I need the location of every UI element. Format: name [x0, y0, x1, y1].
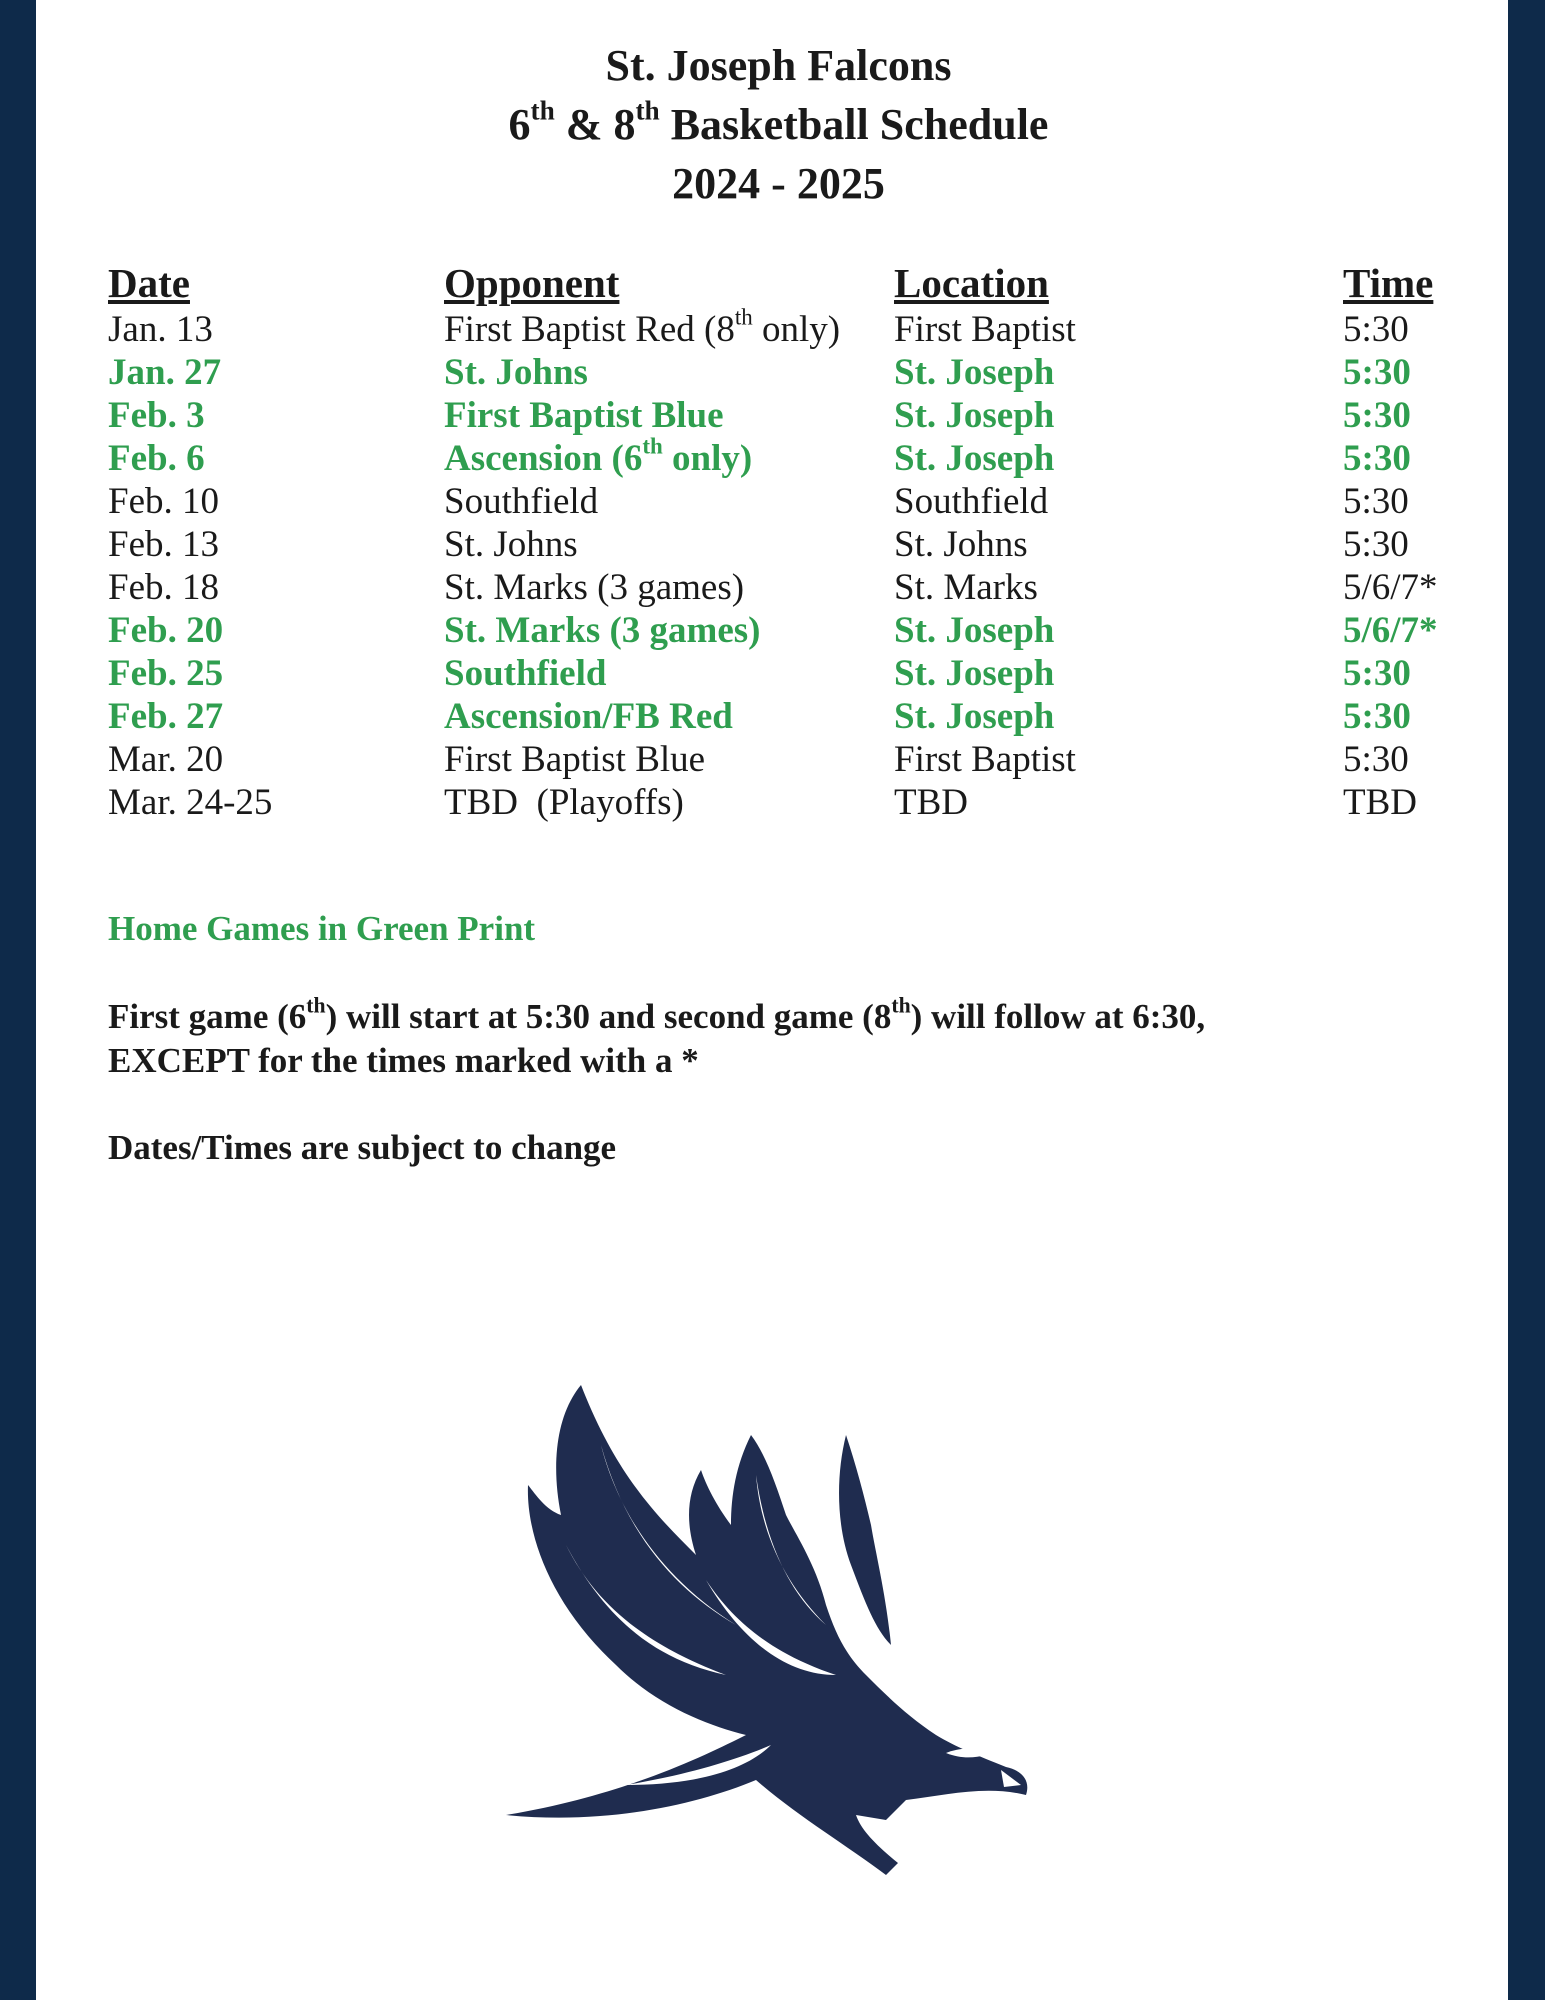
game-time: 5/6/7* — [1343, 610, 1438, 651]
table-row — [36, 738, 1508, 781]
table-row — [36, 304, 1508, 351]
game-date: Feb. 10 — [108, 481, 219, 522]
game-location: Southfield — [894, 481, 1049, 522]
game-opponent: First Baptist Red (8th only) — [444, 304, 841, 350]
game-location: St. Johns — [894, 524, 1028, 565]
game-opponent: Southfield — [444, 481, 599, 522]
game-opponent: St. Marks (3 games) — [444, 567, 745, 608]
game-time: TBD — [1343, 782, 1417, 823]
schedule-table — [36, 258, 1508, 824]
column-header-date: Date — [108, 260, 190, 306]
game-date: Feb. 25 — [108, 653, 224, 694]
game-date: Feb. 3 — [108, 395, 205, 436]
game-time: 5:30 — [1343, 309, 1409, 350]
game-opponent: St. Johns — [444, 352, 588, 393]
game-opponent: St. Johns — [444, 524, 578, 565]
game-date: Jan. 27 — [108, 352, 222, 393]
game-location: St. Joseph — [894, 438, 1055, 479]
column-header-opponent: Opponent — [444, 260, 620, 306]
table-body — [36, 304, 1508, 824]
schedule-page — [36, 0, 1508, 2000]
table-row — [36, 609, 1508, 652]
home-games-note: Home Games in Green Print — [108, 909, 536, 948]
game-opponent: Ascension (6th only) — [444, 433, 753, 479]
title-line-1: St. Joseph Falcons — [605, 41, 952, 90]
table-row — [36, 695, 1508, 738]
game-time: 5:30 — [1343, 481, 1409, 522]
table-row — [36, 394, 1508, 437]
game-location: St. Joseph — [894, 653, 1055, 694]
game-time: 5:30 — [1343, 352, 1411, 393]
first-game-note-line2: EXCEPT for the times marked with a * — [108, 1041, 699, 1080]
game-date: Mar. 24-25 — [108, 782, 273, 823]
game-time: 5:30 — [1343, 438, 1411, 479]
game-time: 5/6/7* — [1343, 567, 1438, 608]
title-line-3: 2024 - 2025 — [672, 159, 885, 208]
table-row — [36, 351, 1508, 394]
falcon-logo — [506, 1375, 1106, 1895]
game-location: St. Joseph — [894, 610, 1055, 651]
column-header-time: Time — [1343, 260, 1434, 306]
game-opponent: TBD (Playoffs) — [444, 782, 684, 823]
subject-to-change-note: Dates/Times are subject to change — [108, 1128, 617, 1167]
game-location: First Baptist — [894, 739, 1076, 780]
page-title — [36, 36, 1508, 213]
game-opponent: St. Marks (3 games) — [444, 610, 761, 651]
game-date: Feb. 20 — [108, 610, 224, 651]
table-row — [36, 523, 1508, 566]
table-header — [36, 258, 1508, 308]
game-opponent: First Baptist Blue — [444, 395, 724, 436]
table-row — [36, 781, 1508, 824]
game-date: Feb. 6 — [108, 438, 205, 479]
game-date: Feb. 13 — [108, 524, 219, 565]
table-row — [36, 652, 1508, 695]
first-game-note: First game (6th) will start at 5:30 and second game (8th) will follow at 6:30, — [108, 993, 1206, 1036]
game-time: 5:30 — [1343, 653, 1411, 694]
column-header-location: Location — [894, 260, 1049, 306]
game-date: Mar. 20 — [108, 739, 224, 780]
game-opponent: Southfield — [444, 653, 607, 694]
table-row — [36, 433, 1508, 480]
game-location: St. Joseph — [894, 696, 1055, 737]
game-time: 5:30 — [1343, 395, 1411, 436]
game-date: Feb. 18 — [108, 567, 219, 608]
table-row — [36, 480, 1508, 523]
game-opponent: First Baptist Blue — [444, 739, 706, 780]
game-date: Feb. 27 — [108, 696, 224, 737]
game-location: St. Joseph — [894, 352, 1055, 393]
game-location: First Baptist — [894, 309, 1076, 350]
game-time: 5:30 — [1343, 524, 1409, 565]
game-location: St. Marks — [894, 567, 1038, 608]
title-line-2: 6th & 8th Basketball Schedule — [508, 95, 1049, 149]
game-location: St. Joseph — [894, 395, 1055, 436]
game-date: Jan. 13 — [108, 309, 213, 350]
game-opponent: Ascension/FB Red — [444, 696, 733, 737]
table-row — [36, 566, 1508, 609]
game-time: 5:30 — [1343, 739, 1409, 780]
game-time: 5:30 — [1343, 696, 1411, 737]
game-location: TBD — [894, 782, 968, 823]
